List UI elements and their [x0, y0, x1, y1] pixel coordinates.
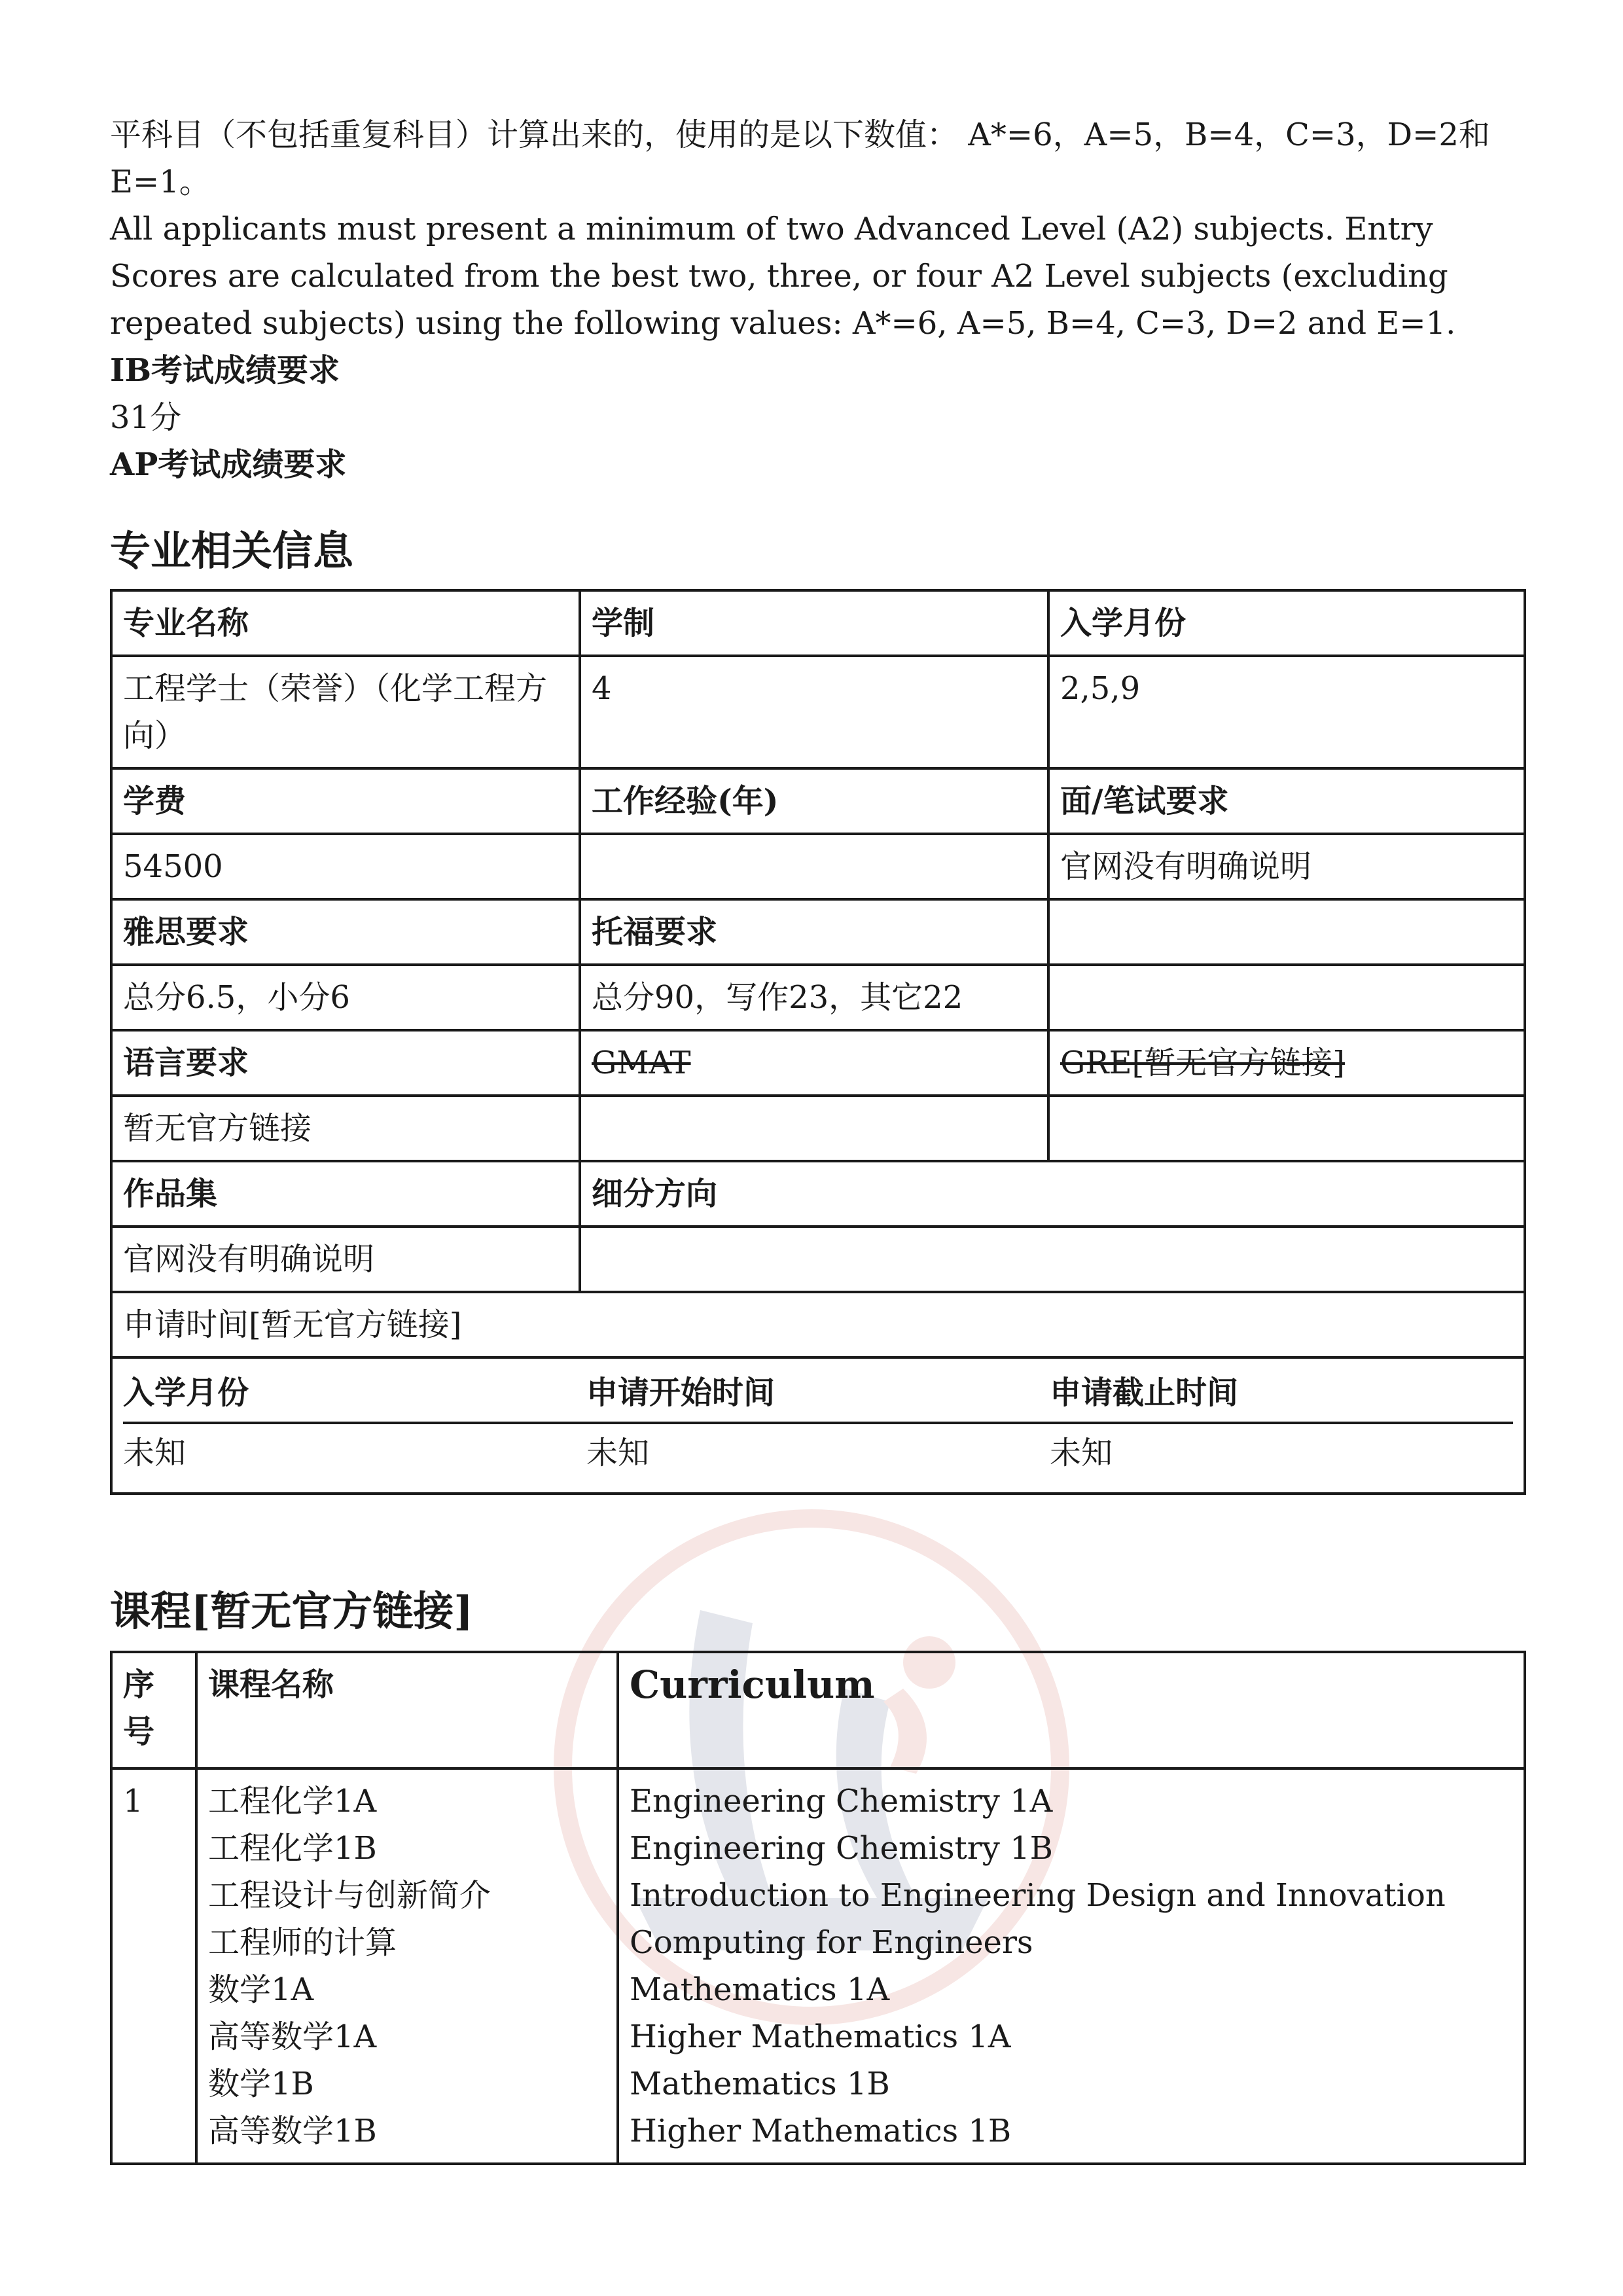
course-cn-list	[196, 1768, 618, 2164]
gre-header-cell: GRE[暂无官方链接]	[1048, 1030, 1525, 1096]
table-row	[111, 965, 1525, 1030]
table-cell: 54500	[111, 834, 580, 899]
table-row	[111, 1096, 1525, 1161]
table-row	[111, 1357, 1525, 1494]
table-header-cell: 入学月份	[1048, 590, 1525, 656]
list-item: 数学1A	[208, 1971, 314, 2008]
list-item: Mathematics 1A	[630, 1971, 890, 2008]
table-cell	[1048, 1096, 1525, 1161]
list-item: Engineering Chemistry 1A	[630, 1783, 1053, 1820]
list-item: 数学1B	[208, 2066, 314, 2102]
table-cell	[1048, 965, 1525, 1030]
list-item: Engineering Chemistry 1B	[630, 1830, 1053, 1867]
table-row	[111, 656, 1525, 768]
portfolio-header: 作品集	[111, 1161, 580, 1227]
table-header-cell: 面/笔试要求	[1048, 768, 1525, 834]
course-en-list	[618, 1768, 1525, 2164]
table-header-cell: 雅思要求	[111, 899, 580, 965]
direction-value	[580, 1227, 1525, 1292]
program-section-title: 专业相关信息	[110, 527, 354, 575]
list-item: 工程化学1A	[208, 1783, 377, 1820]
gmat-header-cell: GMAT	[580, 1030, 1048, 1096]
table-cell	[580, 1096, 1048, 1161]
list-item: Higher Mathematics 1A	[630, 2018, 1011, 2055]
list-item: Higher Mathematics 1B	[630, 2113, 1012, 2149]
table-cell	[580, 834, 1048, 899]
application-schedule	[111, 1357, 1525, 1494]
direction-header: 细分方向	[580, 1161, 1525, 1227]
table-header-cell: 工作经验(年)	[580, 768, 1048, 834]
table-header-cell: Curriculum	[618, 1652, 1525, 1768]
table-row	[111, 1292, 1525, 1357]
list-item: 工程师的计算	[208, 1924, 397, 1961]
table-cell: 总分6.5，小分6	[111, 965, 580, 1030]
table-cell: 未知	[1050, 1435, 1113, 1471]
table-row	[111, 899, 1525, 965]
table-cell: 官网没有明确说明	[1048, 834, 1525, 899]
application-schedule-table	[123, 1364, 1513, 1482]
table-header-cell: 学费	[111, 768, 580, 834]
course-section-title: 课程[暂无官方链接]	[110, 1587, 473, 1635]
table-row	[111, 1652, 1525, 1768]
table-header-cell: 申请截止时间	[1050, 1364, 1513, 1423]
table-cell: 总分90，写作23，其它22	[580, 965, 1048, 1030]
table-header-cell	[1048, 899, 1525, 965]
table-header-cell: 序号	[111, 1652, 196, 1768]
table-header-cell: 专业名称	[111, 590, 580, 656]
portfolio-value: 官网没有明确说明	[111, 1227, 580, 1292]
table-header-cell: 入学月份	[123, 1364, 586, 1423]
table-row	[111, 1227, 1525, 1292]
table-cell: 未知	[586, 1435, 650, 1471]
application-time-label: 申请时间[暂无官方链接]	[111, 1292, 1525, 1357]
table-row	[123, 1364, 1513, 1423]
ib-value: 31分	[110, 399, 182, 436]
list-item: Computing for Engineers	[630, 1924, 1033, 1961]
table-row	[111, 834, 1525, 899]
ap-label: AP考试成绩要求	[110, 446, 347, 483]
table-cell: 2,5,9	[1048, 656, 1525, 768]
table-row	[111, 590, 1525, 656]
intro-cn-text: 平科目（不包括重复科目）计算出来的，使用的是以下数值： A*=6，A=5，B=4，C=3，D=2和E=1。	[110, 117, 1490, 200]
table-cell: 工程学士（荣誉）（化学工程方向）	[111, 656, 580, 768]
table-row	[111, 1768, 1525, 2164]
list-item: Introduction to Engineering Design and Innovation	[630, 1877, 1446, 1914]
list-item: 工程化学1B	[208, 1830, 377, 1867]
table-header-cell: 课程名称	[196, 1652, 618, 1768]
table-row	[111, 768, 1525, 834]
table-cell: 暂无官方链接	[111, 1096, 580, 1161]
table-header-cell: 托福要求	[580, 899, 1048, 965]
table-header-cell: 语言要求	[111, 1030, 580, 1096]
list-item: 工程设计与创新简介	[208, 1877, 491, 1914]
list-item: Mathematics 1B	[630, 2066, 890, 2102]
table-row	[111, 1030, 1525, 1096]
ib-label: IB考试成绩要求	[110, 352, 340, 389]
program-info-table	[110, 589, 1526, 1495]
table-cell: 未知	[123, 1435, 187, 1471]
table-header-cell: 申请开始时间	[586, 1364, 1050, 1423]
course-table	[110, 1651, 1526, 2165]
table-row	[123, 1423, 1513, 1482]
intro-en-text: All applicants must present a minimum of two Advanced Level (A2) subjects. Entry Scores are calculated from the best two, three, or four A2 Level subjects (excluding repeated subjects) using the following values: A*=6, A=5, B=4, C=3, D=2 and E=1.	[110, 211, 1456, 342]
list-item: 高等数学1A	[208, 2018, 377, 2055]
course-number: 1	[111, 1768, 196, 2164]
table-header-cell: 学制	[580, 590, 1048, 656]
table-cell: 4	[580, 656, 1048, 768]
document-page	[110, 111, 1524, 2165]
list-item: 高等数学1B	[208, 2113, 377, 2149]
table-row	[111, 1161, 1525, 1227]
